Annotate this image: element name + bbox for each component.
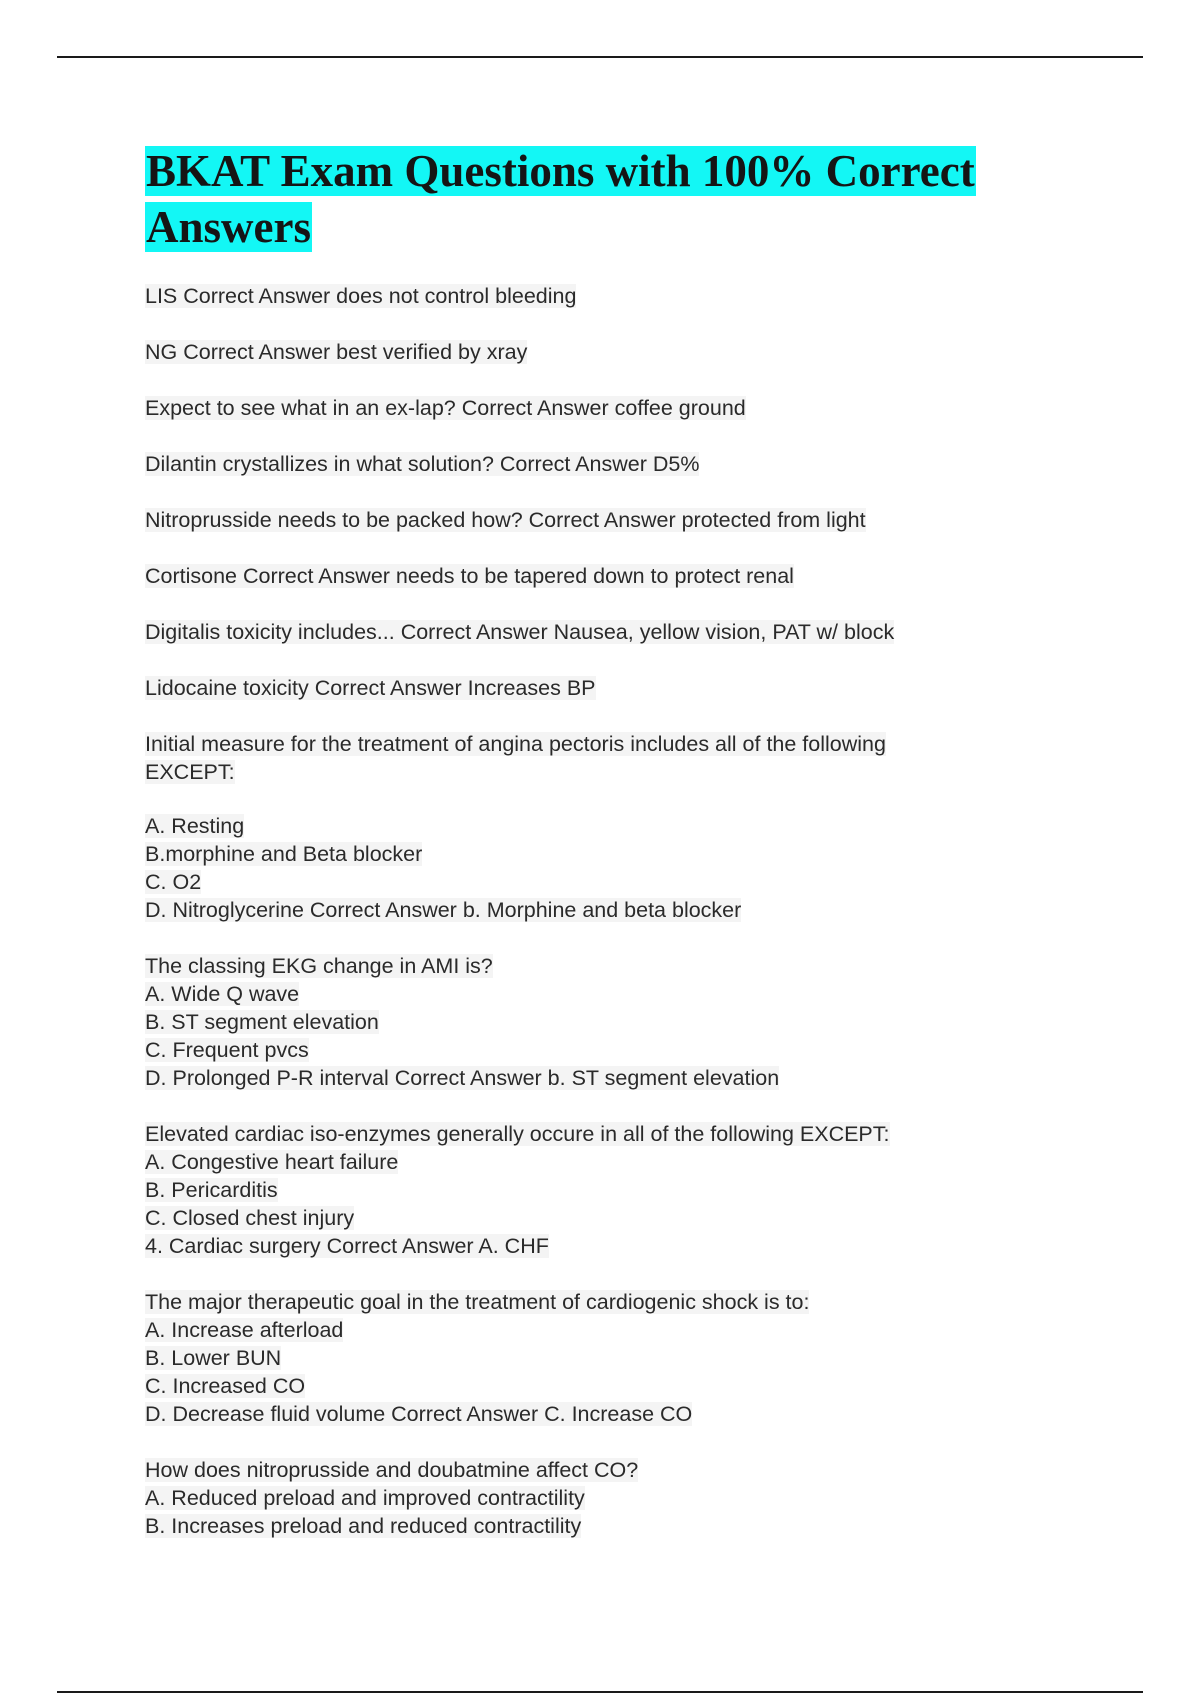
qa-option-line bbox=[145, 1008, 1045, 1036]
qa-text: C. Frequent pvcs bbox=[145, 1038, 309, 1062]
qa-text: Dilantin crystallizes in what solution? Correct Answer D5% bbox=[145, 452, 700, 476]
qa-option-line bbox=[145, 1484, 1045, 1512]
qa-entry bbox=[145, 506, 1045, 534]
qa-entry bbox=[145, 1456, 1045, 1540]
qa-text: B. Pericarditis bbox=[145, 1178, 278, 1202]
qa-text: Digitalis toxicity includes... Correct Answer Nausea, yellow vision, PAT w/ block bbox=[145, 620, 895, 644]
qa-text: D. Nitroglycerine Correct Answer b. Morphine and beta blocker bbox=[145, 898, 742, 922]
qa-option-line bbox=[145, 1512, 1045, 1540]
qa-entry bbox=[145, 952, 1045, 1092]
qa-question-line bbox=[145, 1120, 1045, 1148]
qa-text: EXCEPT: bbox=[145, 760, 235, 784]
qa-text: LIS Correct Answer does not control bleeding bbox=[145, 284, 577, 308]
qa-option-line bbox=[145, 1372, 1045, 1400]
qa-question-line bbox=[145, 1456, 1045, 1484]
qa-question-line bbox=[145, 674, 1045, 702]
qa-question-line bbox=[145, 394, 1045, 422]
qa-text: B.morphine and Beta blocker bbox=[145, 842, 423, 866]
qa-text: The classing EKG change in AMI is? bbox=[145, 954, 493, 978]
qa-option-line bbox=[145, 1400, 1045, 1428]
qa-question-line bbox=[145, 562, 1045, 590]
qa-option-line bbox=[145, 1344, 1045, 1372]
qa-text: NG Correct Answer best verified by xray bbox=[145, 340, 528, 364]
qa-option-line bbox=[145, 1036, 1045, 1064]
qa-text: The major therapeutic goal in the treatment of cardiogenic shock is to: bbox=[145, 1290, 810, 1314]
qa-entry bbox=[145, 1120, 1045, 1260]
qa-text: Lidocaine toxicity Correct Answer Increases BP bbox=[145, 676, 596, 700]
qa-option-line bbox=[145, 840, 1045, 868]
bottom-rule bbox=[57, 1691, 1143, 1693]
qa-entry bbox=[145, 450, 1045, 478]
qa-entry bbox=[145, 730, 1045, 924]
qa-option-line bbox=[145, 868, 1045, 896]
top-rule bbox=[57, 56, 1143, 58]
qa-text: Expect to see what in an ex-lap? Correct Answer coffee ground bbox=[145, 396, 746, 420]
qa-text: Elevated cardiac iso-enzymes generally occure in all of the following EXCEPT: bbox=[145, 1122, 890, 1146]
qa-question-line bbox=[145, 282, 1045, 310]
qa-option-line bbox=[145, 896, 1045, 924]
qa-entry bbox=[145, 338, 1045, 366]
qa-text: A. Congestive heart failure bbox=[145, 1150, 399, 1174]
qa-entry bbox=[145, 618, 1045, 646]
qa-question-line bbox=[145, 1288, 1045, 1316]
qa-option-line bbox=[145, 758, 1045, 786]
qa-text: Initial measure for the treatment of angina pectoris includes all of the following bbox=[145, 732, 886, 756]
qa-question-line bbox=[145, 450, 1045, 478]
qa-text: D. Prolonged P-R interval Correct Answer b. ST segment elevation bbox=[145, 1066, 780, 1090]
page-title-text: BKAT Exam Questions with 100% Correct Answers bbox=[146, 146, 975, 252]
qa-text: D. Decrease fluid volume Correct Answer C. Increase CO bbox=[145, 1402, 693, 1426]
qa-question-line bbox=[145, 506, 1045, 534]
qa-entry bbox=[145, 674, 1045, 702]
qa-text: Cortisone Correct Answer needs to be tapered down to protect renal bbox=[145, 564, 794, 588]
qa-question-line bbox=[145, 952, 1045, 980]
document-body bbox=[145, 143, 1045, 1568]
qa-text: A. Increase afterload bbox=[145, 1318, 344, 1342]
qa-text: B. Increases preload and reduced contractility bbox=[145, 1514, 582, 1538]
qa-option-line bbox=[145, 1316, 1045, 1344]
qa-option-line bbox=[145, 1176, 1045, 1204]
qa-text: How does nitroprusside and doubatmine affect CO? bbox=[145, 1458, 639, 1482]
qa-text: B. ST segment elevation bbox=[145, 1010, 379, 1034]
qa-text: C. O2 bbox=[145, 870, 202, 894]
qa-text: B. Lower BUN bbox=[145, 1346, 282, 1370]
qa-option-line bbox=[145, 1064, 1045, 1092]
qa-text: A. Wide Q wave bbox=[145, 982, 300, 1006]
qa-option-line bbox=[145, 1232, 1045, 1260]
qa-text: A. Resting bbox=[145, 814, 245, 838]
qa-text: A. Reduced preload and improved contractility bbox=[145, 1486, 585, 1510]
qa-question-line bbox=[145, 618, 1045, 646]
qa-option-line bbox=[145, 812, 1045, 840]
blank-line bbox=[145, 786, 1045, 812]
page-title bbox=[145, 143, 1045, 255]
qa-question-line bbox=[145, 730, 1045, 758]
qa-entry bbox=[145, 562, 1045, 590]
qa-question-line bbox=[145, 338, 1045, 366]
qa-text: Nitroprusside needs to be packed how? Correct Answer protected from light bbox=[145, 508, 866, 532]
qa-text: C. Closed chest injury bbox=[145, 1206, 355, 1230]
qa-entry bbox=[145, 1288, 1045, 1428]
qa-option-line bbox=[145, 1148, 1045, 1176]
qa-entry bbox=[145, 282, 1045, 310]
question-list bbox=[145, 282, 1045, 1540]
qa-text: C. Increased CO bbox=[145, 1374, 306, 1398]
qa-option-line bbox=[145, 1204, 1045, 1232]
qa-text: 4. Cardiac surgery Correct Answer A. CHF bbox=[145, 1234, 549, 1258]
qa-entry bbox=[145, 394, 1045, 422]
qa-option-line bbox=[145, 980, 1045, 1008]
